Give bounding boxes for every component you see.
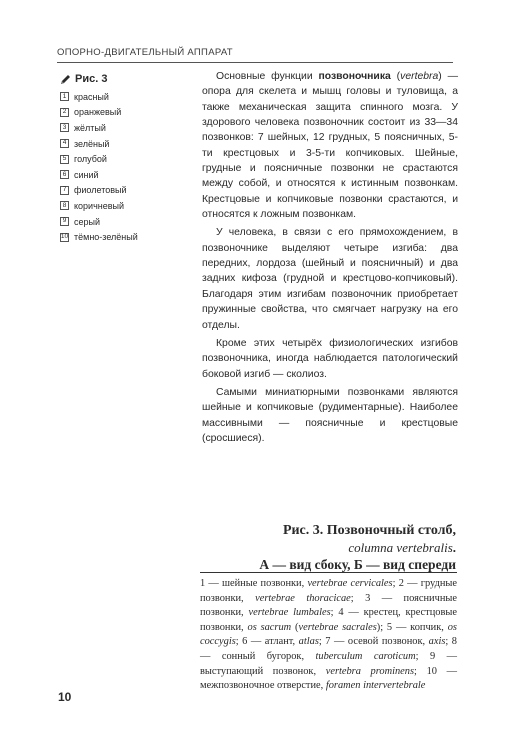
legend-number-box: 10 (60, 232, 69, 240)
legend-label: тёмно-зелёный (74, 232, 138, 243)
legend-label: коричневый (74, 200, 125, 211)
page-number: 10 (58, 690, 72, 704)
latin-term: os coccygis (200, 621, 457, 648)
legend-label: жёлтый (74, 122, 106, 133)
legend-label: синий (74, 169, 99, 180)
text-run: ( (291, 621, 299, 633)
latin-term: atlas (298, 636, 319, 648)
text-run: ( (390, 71, 401, 82)
legend-number-box: 5 (60, 155, 69, 164)
legend-number-box: 4 (60, 139, 69, 148)
latin-term: tuberculum caroticum (315, 650, 416, 662)
text-run: ) — опора для скелета и мышц головы и туловища, а также механическая защита спинного мозга. У здорового человека позвоночник состоит из 33—34 позвонков: 7 шейных, 12 грудных, 5 поясничных, 5-ти крестцовых и 3-5-ти копчиковых. Шейные, грудные и поясничные позвонки не срастаются между собой, и относятся к истинным позвонкам. Крестцовые и копчиковые позвонки срастаются, и относятся к ложным позвонкам. (202, 71, 458, 221)
running-header: ОПОРНО-ДВИГАТЕЛЬНЫЙ АППАРАТ (57, 47, 233, 58)
figure-title: Рис. 3. Позвоночный столб, (282, 523, 456, 538)
text-run: Основные функции (216, 71, 319, 82)
legend-number-box: 1 (60, 92, 69, 101)
text-run: ; 4 — крестец, крестцовые позвонки, (200, 607, 457, 633)
legend-label: красный (74, 91, 109, 102)
legend-list (60, 89, 190, 245)
legend-title (60, 73, 190, 85)
latin-term: os sacrum (247, 621, 292, 633)
legend-number-box: 6 (60, 170, 69, 179)
legend-label: голубой (74, 154, 107, 165)
latin-term: vertebrae lumbales (248, 607, 331, 619)
figure-latin-name (200, 540, 456, 556)
text-run: 1 — шейные позвонки, (200, 578, 308, 589)
text-run: ; 8 — сонный бугорок, (200, 636, 458, 662)
legend-label: фиолетовый (74, 185, 127, 196)
latin-name-text: columna vertebralis (348, 540, 453, 555)
legend-number-box: 8 (60, 201, 69, 210)
legend-item (60, 136, 190, 152)
latin-term: vertebrae sacrales (298, 621, 377, 633)
paragraph-curves: У человека, в связи с его прямохождением, в позвоночнике выделяют четыре изгиба: два передних, лордоза (шейный и поясничный) и два задних кифоза (грудной и крестцово-копчиковый). Благодаря этим изгибам позвоночник приобретает пружинные свойства, что смягчает нагрузку на его отделы. (202, 227, 458, 331)
text-run: ; 7 — осевой позвонок, (318, 636, 429, 648)
paragraph-scoliosis: Кроме этих четырёх физиологических изгибов позвоночника, иногда наблюдается патологический боковой изгиб — сколиоз. (202, 337, 458, 380)
legend-item (60, 105, 190, 121)
text-run: ; 6 — атлант, (235, 636, 299, 648)
text-run: ; 9 — выступающий позвонок, (200, 650, 457, 677)
figure-views: А — вид сбоку, Б — вид спереди (259, 557, 456, 572)
legend-item (60, 120, 190, 136)
latin-term: vertebrae thoracicae (255, 592, 351, 604)
legend-item (60, 89, 190, 105)
pencil-icon (60, 74, 71, 85)
legend-item (60, 198, 190, 214)
caption-rule (200, 572, 457, 573)
legend-number-box: 3 (60, 123, 69, 132)
legend-number-box: 2 (60, 108, 69, 117)
legend-item (60, 167, 190, 183)
latin-term: vertebrae cervicales (307, 578, 393, 589)
legend-item (60, 214, 190, 230)
term-spine: позвоночника (318, 71, 391, 82)
paragraph-vertebrae-size: Самыми миниатюрными позвонками являются шейные и копчиковые (рудиментарные). Наиболее массивными — поясничные и крестцовые (сросшиеся). (202, 386, 458, 444)
legend-number-box: 7 (60, 186, 69, 195)
legend-number-box: 9 (60, 217, 69, 226)
latin-term: vertebra prominens (325, 665, 415, 677)
legend-label: зелёный (74, 138, 110, 149)
legend-title-text: Рис. 3 (75, 73, 108, 85)
color-legend (60, 73, 190, 245)
text-run: ; 3 — поясничные позвонки, (200, 592, 457, 619)
legend-item (60, 229, 190, 245)
figure-description (200, 577, 457, 694)
paragraph-functions (202, 69, 458, 222)
figure-caption (200, 522, 456, 574)
latin-term: foramen intervertebrale (325, 680, 426, 692)
legend-item (60, 151, 190, 167)
text-run: ; 2 — грудные позвонки, (200, 578, 458, 604)
latin-name-period: . (452, 540, 456, 555)
legend-item (60, 183, 190, 199)
main-text (202, 69, 458, 449)
text-run: ; 10 — межпозвоночное отверстие, (200, 665, 457, 692)
latin-term: vertebra (400, 71, 439, 82)
text-run: ); 5 — копчик, (376, 621, 448, 633)
latin-term: axis (428, 636, 446, 648)
header-rule (57, 62, 453, 63)
legend-label: серый (74, 216, 101, 227)
legend-label: оранжевый (74, 107, 122, 118)
